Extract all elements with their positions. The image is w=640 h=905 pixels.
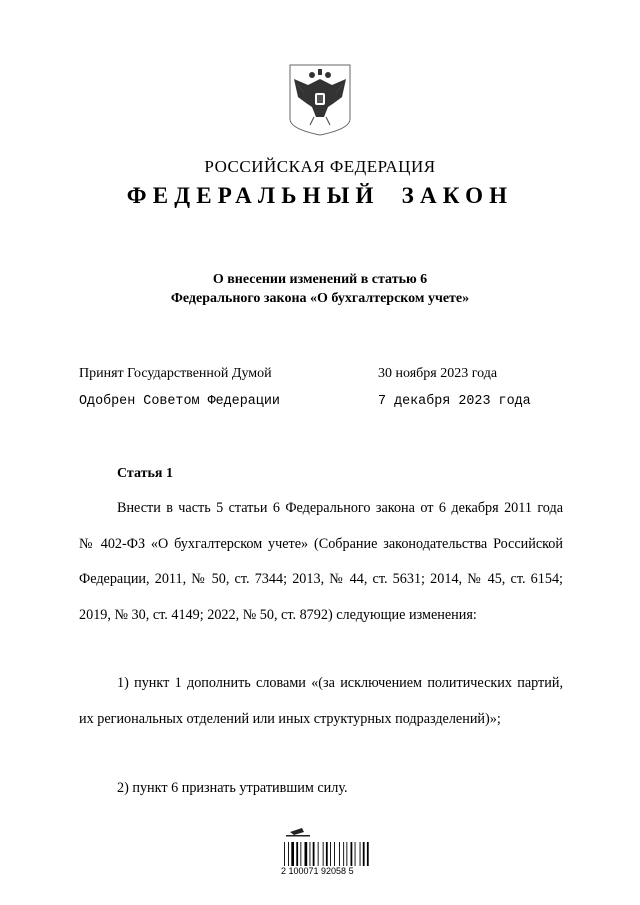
coat-of-arms-icon (288, 63, 352, 137)
law-subject-line2: Федерального закона «О бухгалтерском учете» (170, 291, 470, 306)
country-name: РОССИЙСКАЯ ФЕДЕРАЦИЯ (204, 157, 436, 176)
law-subject (0, 270, 640, 308)
article-intro-paragraph: Внести в часть 5 статьи 6 Федерального закона от 6 декабря 2011 года № 402-ФЗ «О бухгалтерском учете» (Собрание законодательства Российской Федерации, 2011, № 50, ст. 7344; 2013, № 44, ст. 5631; 2014, № 45, ст. 6154; 2019, № 30, ст. 4149; 2022, № 50, ст. 8792) следующие изменения: (79, 500, 563, 623)
publisher-mark-icon (286, 828, 310, 837)
article-item-2: 2) пункт 6 признать утратившим силу. (117, 780, 348, 796)
document-type-word2: ЗАКОН (401, 183, 514, 208)
document-type (0, 183, 640, 209)
law-subject-line1: О внесении изменений в статью 6 (212, 272, 428, 287)
barcode-digits: 2 100071 92058 5 (281, 866, 354, 876)
duma-adoption-date: 30 ноября 2023 года (378, 366, 498, 381)
duma-adoption-label: Принят Государственной Думой (79, 366, 272, 381)
document-type-word1: ФЕДЕРАЛЬНЫЙ (126, 183, 380, 208)
council-approval-label: Одобрен Советом Федерации (79, 394, 280, 409)
article-title: Статья 1 (117, 466, 173, 481)
council-approval-date: 7 декабря 2023 года (378, 394, 531, 409)
article-item-1: 1) пункт 1 дополнить словами «(за исключением политических партий, их региональных отделений или иных структурных подразделений)»; (79, 675, 563, 727)
